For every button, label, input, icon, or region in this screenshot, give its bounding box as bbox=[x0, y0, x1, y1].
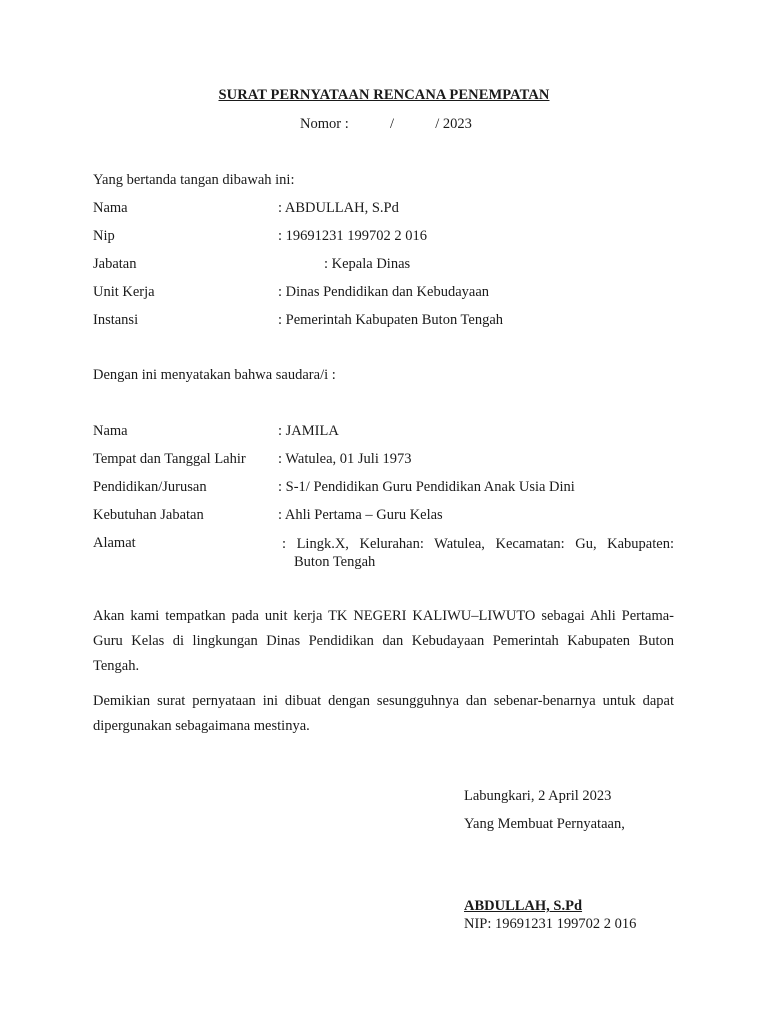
document-number bbox=[300, 116, 472, 133]
subject-birth-value: : Watulea, 01 Juli 1973 bbox=[278, 451, 412, 467]
subject-position-need-value: : Ahli Pertama – Guru Kelas bbox=[278, 507, 443, 523]
signer-agency-label: Instansi bbox=[93, 312, 139, 328]
nomor-separator-1: / bbox=[389, 116, 395, 132]
signature-role: Yang Membuat Pernyataan, bbox=[464, 816, 625, 832]
signer-unit-label: Unit Kerja bbox=[93, 284, 155, 300]
nomor-separator-2: / 2023 bbox=[435, 116, 472, 132]
document-title: SURAT PERNYATAAN RENCANA PENEMPATAN bbox=[218, 87, 550, 103]
signer-unit-value: : Dinas Pendidikan dan Kebudayaan bbox=[278, 284, 490, 300]
subject-education-value: : S-1/ Pendidikan Guru Pendidikan Anak Usia Dini bbox=[278, 479, 575, 495]
subject-address-value bbox=[282, 535, 674, 571]
subject-name-label: Nama bbox=[93, 423, 128, 439]
placement-paragraph: Akan kami tempatkan pada unit kerja TK NEGERI KALIWU–LIWUTO sebagai Ahli Pertama-Guru Kelas di lingkungan Dinas Pendidikan dan Kebudayaan Pemerintah Kabupaten Buton Tengah. bbox=[93, 608, 674, 674]
signer-nip-value: : 19691231 199702 2 016 bbox=[278, 228, 428, 244]
signature-name: ABDULLAH, S.Pd bbox=[464, 898, 583, 914]
signature-place-date: Labungkari, 2 April 2023 bbox=[464, 788, 612, 804]
signer-nip-label: Nip bbox=[93, 228, 115, 244]
address-line-2: Buton Tengah bbox=[294, 554, 376, 570]
subject-name-value: : JAMILA bbox=[278, 423, 339, 439]
nomor-label: Nomor : bbox=[300, 116, 349, 132]
signer-position-label: Jabatan bbox=[93, 256, 137, 272]
subject-birth-label: Tempat dan Tanggal Lahir bbox=[93, 451, 246, 467]
subject-education-label: Pendidikan/Jurusan bbox=[93, 479, 207, 495]
signer-intro: Yang bertanda tangan dibawah ini: bbox=[93, 172, 295, 188]
address-line-1: : Lingk.X, Kelurahan: Watulea, Kecamatan: Gu, Kabupaten: bbox=[282, 536, 674, 552]
signer-agency-value: : Pemerintah Kabupaten Buton Tengah bbox=[278, 312, 504, 328]
subject-intro: Dengan ini menyatakan bahwa saudara/i : bbox=[93, 367, 336, 383]
closing-paragraph: Demikian surat pernyataan ini dibuat dengan sesungguhnya dan sebenar-benarnya untuk dapat dipergunakan sebagaimana mestinya. bbox=[93, 693, 674, 734]
signature-nip: NIP: 19691231 199702 2 016 bbox=[464, 916, 637, 932]
subject-position-need-label: Kebutuhan Jabatan bbox=[93, 507, 204, 523]
signer-name-value: : ABDULLAH, S.Pd bbox=[278, 200, 399, 216]
signer-position-value: : Kepala Dinas bbox=[324, 256, 411, 272]
subject-address-label: Alamat bbox=[93, 535, 136, 551]
signer-name-label: Nama bbox=[93, 200, 128, 216]
